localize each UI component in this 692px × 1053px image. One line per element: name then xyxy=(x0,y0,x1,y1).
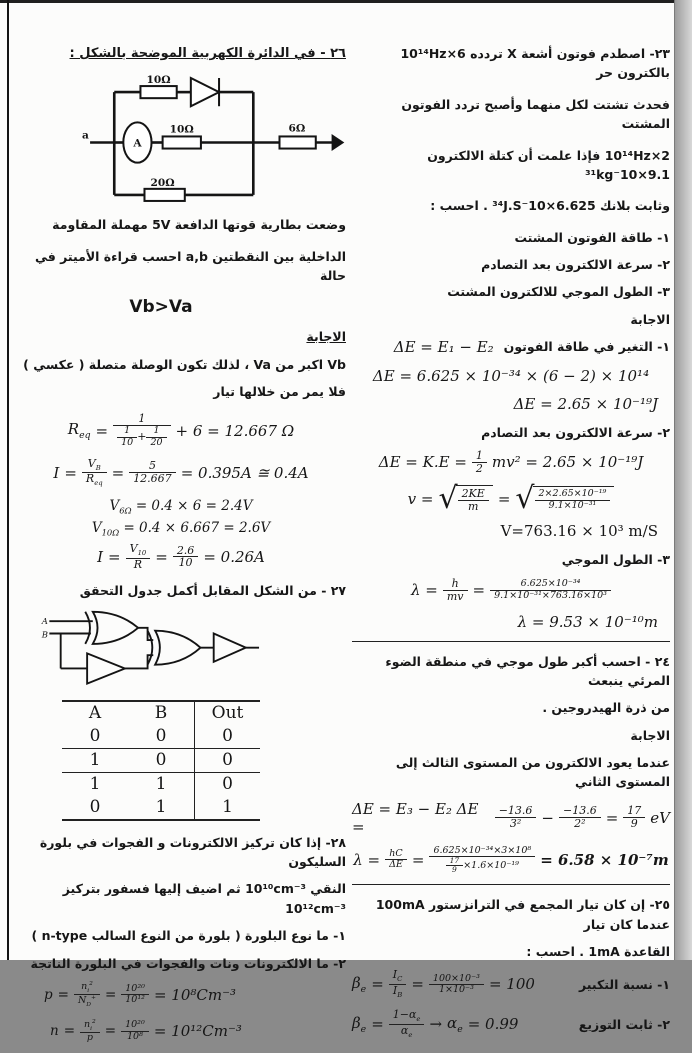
table-cell: 0 xyxy=(89,725,101,746)
terminal-b-arrow xyxy=(333,137,342,149)
fraction xyxy=(623,805,645,830)
q26-v10-equation xyxy=(16,520,346,538)
q23-item-1: ١- طاقة الفوتون المشتت xyxy=(514,229,670,245)
q26-line-2: الداخلية بين النقطتين a,b احسب قراءة الأميتر في حالة xyxy=(34,248,346,283)
denominator: 3² xyxy=(509,817,522,831)
q23-line-1: ٢٣- اصطدم فوتون أشعة X تردده 6×10¹⁴Hz بالكترون حر xyxy=(400,46,670,81)
numerator: 2.6 xyxy=(173,545,199,558)
math-run: 1−α xyxy=(392,1008,417,1022)
denominator xyxy=(429,857,535,874)
fraction xyxy=(74,981,100,1009)
q24-lambda-equation xyxy=(352,846,670,874)
buffer-gate-icon xyxy=(214,633,246,661)
fraction xyxy=(559,805,601,830)
table-cell: 1 xyxy=(155,796,167,817)
table-cell: 0 xyxy=(194,773,260,796)
resistor-label-top: 10Ω xyxy=(146,74,171,87)
diode-icon xyxy=(191,78,219,106)
page-top-edge xyxy=(0,0,692,3)
q25-gain-label: ١- نسبة التكبير xyxy=(579,976,670,992)
math-run: n xyxy=(50,1023,59,1040)
q23-energy-row xyxy=(352,337,670,356)
table-cell: 1 xyxy=(89,773,101,794)
q23-energy-label: ١- التغير في طاقة الفوتون xyxy=(503,339,670,355)
truth-table xyxy=(62,700,260,821)
fraction xyxy=(472,450,487,475)
numerator xyxy=(389,1009,425,1025)
subscript: i xyxy=(90,1025,93,1032)
table-cell: 1 xyxy=(89,749,101,770)
right-column xyxy=(352,44,670,1049)
q23-speed-label: ٢- سرعة الالكترون بعد التصادم xyxy=(481,424,670,440)
math-run: + xyxy=(137,430,147,444)
denominator xyxy=(82,473,107,488)
q25-alpha-label: ٢- ثابت التوزيع xyxy=(578,1016,670,1032)
denominator: 12.667 xyxy=(133,472,172,486)
numerator xyxy=(389,969,407,985)
q26-condition: Vb>Va xyxy=(129,297,193,318)
fraction xyxy=(385,849,407,871)
math-run: = xyxy=(371,975,384,994)
subscript: e xyxy=(360,983,367,995)
q23-equation-2 xyxy=(352,367,670,385)
denominator: 9 xyxy=(452,865,457,875)
q24-answer-label: الاجابة xyxy=(630,727,670,743)
numerator: 17 xyxy=(623,805,645,818)
variable: I xyxy=(392,968,398,982)
math-run: − xyxy=(541,808,554,827)
q26-current-equation xyxy=(16,458,346,488)
denominator: 10¹² xyxy=(125,994,145,1006)
denominator: 10 xyxy=(178,556,193,570)
table-cell: 0 xyxy=(155,725,167,746)
math-run: V=763.16 × 10³ m/S xyxy=(500,522,658,541)
math-run xyxy=(92,520,270,538)
numerator xyxy=(82,458,107,474)
q23-lambda-result xyxy=(352,613,670,631)
logic-gates-figure xyxy=(38,608,260,698)
denominator xyxy=(389,1025,425,1040)
numerator xyxy=(126,543,151,559)
denominator: 10 xyxy=(121,436,134,448)
math-run: = xyxy=(104,1023,117,1040)
denominator: 2 xyxy=(475,461,483,475)
variable: V xyxy=(91,519,102,536)
math-run: = xyxy=(605,808,619,827)
resistor-6ohm xyxy=(280,137,316,149)
math-run: v = xyxy=(407,489,434,508)
numerator: 10²⁰ xyxy=(121,1020,149,1031)
numerator: hC xyxy=(385,849,407,860)
math-run: = 0.4 × 6.667 = 2.6V xyxy=(123,519,271,536)
numerator: h xyxy=(443,578,468,591)
fraction xyxy=(126,543,151,570)
denominator: m xyxy=(467,499,479,513)
nested-fraction xyxy=(146,426,166,448)
math-run: = xyxy=(95,421,109,440)
math-run xyxy=(110,498,253,516)
math-run: = xyxy=(497,489,511,508)
square-root xyxy=(438,480,492,516)
section-divider xyxy=(352,641,670,642)
subscript: 10 xyxy=(137,549,147,558)
q26-heading: ٢٦ - في الدائرة الكهربية الموضحة بالشكل : xyxy=(69,46,346,61)
section-divider xyxy=(352,884,670,885)
q28-holes-equation xyxy=(16,981,346,1009)
q24-line-1: ٢٤ - احسب أكبر طول موجي في منطقة الضوء المرئي ينبعث xyxy=(385,653,670,688)
math-run xyxy=(447,1014,463,1035)
q24-energy-equation xyxy=(352,800,670,836)
fraction xyxy=(495,805,537,830)
circuit-figure xyxy=(82,76,344,209)
numerator: −13.6 xyxy=(495,805,537,818)
page-left-edge xyxy=(7,0,9,960)
math-run: mv² = 2.65 × 10⁻¹⁹J xyxy=(491,453,644,472)
xor-gate-icon xyxy=(155,631,200,665)
q23-line-3: 2×10¹⁴Hz فإذا علمت أن كتلة الالكترون 9.1×10⁻³¹kg xyxy=(427,147,670,182)
table-cell: 1 xyxy=(194,796,260,819)
variable: R xyxy=(67,420,80,439)
math-run: = xyxy=(411,850,425,869)
denominator xyxy=(389,985,407,1000)
math-run: I xyxy=(97,547,104,566)
math-run: ΔE = K.E = xyxy=(378,453,467,472)
subscript: e xyxy=(360,1023,367,1035)
resistor-label-bottom: 20Ω xyxy=(150,176,175,189)
variable: V xyxy=(129,542,138,556)
fraction xyxy=(490,579,611,601)
input-a-label: A xyxy=(41,617,48,628)
math-run: = xyxy=(57,986,69,1003)
beta-symbol: β xyxy=(352,1013,361,1032)
numerator xyxy=(74,981,100,995)
subscript: eq xyxy=(94,479,103,488)
variable: V xyxy=(87,456,96,470)
truth-table-header xyxy=(62,702,260,725)
math-run: = 0.4 × 6 = 2.4V xyxy=(135,497,253,514)
table-cell: 0 xyxy=(194,725,260,748)
fraction xyxy=(458,488,489,513)
q25-gain-row xyxy=(352,969,670,999)
fraction xyxy=(80,1019,100,1044)
fraction xyxy=(121,1020,149,1042)
math-run: = xyxy=(111,463,125,482)
page-right-edge xyxy=(674,0,692,960)
q23-lambda-equation xyxy=(352,578,670,603)
q23-item-3: ٣- الطول الموجي للالكترون المشتت xyxy=(447,284,670,300)
math-run: = 100 xyxy=(488,975,535,994)
subscript: e xyxy=(457,1023,463,1035)
superscript: 2 xyxy=(92,1018,96,1025)
numerator: 6.625×10⁻³⁴×3×10⁸ xyxy=(429,846,535,857)
numerator: 1 xyxy=(146,426,166,437)
denominator: mv xyxy=(446,589,464,603)
nested-fraction xyxy=(446,857,464,874)
subscript: e xyxy=(416,1015,421,1024)
denominator: ΔE xyxy=(389,859,403,871)
resistor-10ohm-top xyxy=(140,86,176,98)
math-run: I xyxy=(53,463,60,482)
q24-line-2: من ذرة الهيدروجين . xyxy=(542,700,670,716)
math-run: p xyxy=(44,986,53,1003)
math-run: = xyxy=(411,975,424,994)
q25-gain-equation xyxy=(352,969,535,999)
q26-req-equation xyxy=(16,413,346,447)
fraction xyxy=(429,974,484,996)
math-run xyxy=(352,1014,366,1035)
fraction xyxy=(535,489,611,511)
table-cell: 0 xyxy=(155,749,167,770)
variable: n xyxy=(84,1018,91,1030)
table-row xyxy=(62,796,260,819)
terminal-a-label: a xyxy=(82,129,89,142)
fraction xyxy=(129,460,176,485)
fraction xyxy=(173,545,199,570)
resistor-10ohm-mid xyxy=(163,137,201,149)
math-run: λ = 9.53 × 10⁻¹⁰m xyxy=(517,612,658,631)
q23-velocity-equation xyxy=(352,480,670,516)
beta-symbol: β xyxy=(352,973,361,992)
math-run: = xyxy=(104,986,117,1003)
column-header: A xyxy=(88,702,102,723)
q26-v6-equation xyxy=(16,498,346,516)
q23-answer-label: الاجابة xyxy=(630,311,670,327)
q23-line-2: فحدث تشتت لكل منهما وأصبح تردد الفوتون المشتت xyxy=(401,96,670,132)
table-cell: 0 xyxy=(194,749,260,772)
variable: R xyxy=(85,472,95,486)
numerator: 6.625×10⁻³⁴ xyxy=(490,579,611,590)
q25-alpha-row xyxy=(352,1009,670,1039)
xor-gate-back-arc xyxy=(85,612,90,644)
math-run: + 6 = 12.667 Ω xyxy=(175,421,295,440)
subscript: i xyxy=(87,988,90,995)
denominator: R xyxy=(133,557,143,571)
math-run: = 10¹²Cm⁻³ xyxy=(153,1022,242,1041)
math-run: ×1.6×10⁻¹⁹ xyxy=(463,860,519,872)
math-run: = xyxy=(64,463,77,482)
ammeter-label: A xyxy=(133,137,142,150)
fraction xyxy=(113,413,170,447)
q25-line-2: القاعدة 1mA . احسب : xyxy=(526,943,670,959)
math-run: = 0.99 xyxy=(467,1015,519,1034)
numerator: 1 xyxy=(472,450,487,463)
arrow-icon: → xyxy=(429,1015,443,1034)
fraction xyxy=(389,969,407,999)
column-header: B xyxy=(154,702,168,723)
left-column xyxy=(16,44,346,1053)
table-row xyxy=(62,725,260,749)
q25-line-1: ٢٥- إن كان تيار المجمع في الترانزستور 100mA عندما كان تيار xyxy=(375,897,670,932)
denominator: 1×10⁻³ xyxy=(438,983,474,995)
math-run: = 0.395A ≅ 0.4A xyxy=(180,463,309,482)
xor-gate-icon xyxy=(93,612,138,644)
q28-electrons-equation xyxy=(16,1019,346,1044)
subscript: eq xyxy=(79,430,91,442)
superscript: 2 xyxy=(89,980,93,987)
math-run: eV xyxy=(650,808,670,827)
q26-answer-label: الاجابة xyxy=(306,329,346,345)
radical-icon: √ xyxy=(515,480,535,516)
math-run: λ = xyxy=(411,581,438,600)
q23-ke-equation xyxy=(352,450,670,475)
math-run: = 6.58 × 10⁻⁷m xyxy=(540,850,669,869)
square-root xyxy=(515,480,614,516)
q28-line-1: ٢٨- إذا كان تركيز الالكترونات و الفجوات في بلورة السليكون xyxy=(39,834,346,870)
input-b-label: B xyxy=(41,630,49,641)
table-row xyxy=(62,749,260,773)
numerator: 100×10⁻³ xyxy=(429,974,484,985)
subscript: B xyxy=(95,463,101,472)
math-run: = xyxy=(63,1023,76,1040)
math-run: λ = xyxy=(353,850,381,869)
q23-wavelength-label: ٣- الطول الموجي xyxy=(561,552,670,568)
math-run: = 10⁸Cm⁻³ xyxy=(153,985,237,1004)
subscript: D xyxy=(86,1002,91,1009)
math-run xyxy=(68,420,91,441)
fraction xyxy=(443,578,468,603)
q23-item-2: ٢- سرعة الالكترون بعد التصادم xyxy=(481,257,670,272)
numerator: 17 xyxy=(446,857,464,866)
numerator: 5 xyxy=(129,460,176,473)
subscript: 6Ω xyxy=(119,505,132,516)
numerator xyxy=(80,1019,100,1033)
q25-alpha-equation xyxy=(352,1009,518,1039)
resistor-label-series: 6Ω xyxy=(288,122,306,135)
table-row xyxy=(62,773,260,796)
q28-line-2: النقي 10¹⁰cm⁻³ ثم اضيف إليها فسفور بتركيز 10¹²cm⁻³ xyxy=(62,881,346,916)
denominator: 2² xyxy=(574,817,586,831)
fraction xyxy=(429,846,535,874)
fraction xyxy=(82,458,107,488)
variable: I xyxy=(392,983,398,997)
variable: N xyxy=(77,995,87,1007)
q28-item-2: ٢- ما الالكترونات ونات والفجوات في البلورة الناتجة xyxy=(30,955,346,971)
subscript: 10Ω xyxy=(101,527,120,538)
q26-answer-line-1: Vb اكبر من Va ، لذلك تكون الوصلة متصلة ( عكسي ) xyxy=(23,356,346,372)
resistor-20ohm xyxy=(144,189,184,201)
subscript: e xyxy=(408,1031,413,1040)
q28-item-1: ١- ما نوع البلورة ( بلورة من النوع السالب n-type ) xyxy=(31,928,346,944)
resistor-label-mid: 10Ω xyxy=(169,123,194,136)
buffer-gate-icon xyxy=(87,653,125,683)
q27-heading: ٢٧ - من الشكل المقابل أكمل جدول التحقق xyxy=(79,582,346,598)
math-run: ΔE = E₃ − E₂ ΔE = xyxy=(352,799,479,836)
denominator xyxy=(74,995,100,1008)
math-run: = xyxy=(155,547,168,566)
q26-answer-line-2: فلا يمر من خلالها تيار xyxy=(213,384,346,400)
table-cell: 0 xyxy=(89,796,101,817)
math-run: = xyxy=(108,547,121,566)
nested-fraction xyxy=(117,426,137,448)
math-run: = xyxy=(371,1015,384,1034)
variable: n xyxy=(81,981,88,993)
equation-delta-e: ΔE = E₁ − E₂ xyxy=(393,337,494,356)
numerator: −13.6 xyxy=(559,805,601,818)
numerator: 1 xyxy=(113,413,170,426)
q23-velocity-result xyxy=(352,522,670,540)
denominator: 20 xyxy=(150,436,163,448)
alpha-symbol: α xyxy=(447,1013,458,1032)
numerator: 10²⁰ xyxy=(121,984,149,995)
q24-line-3: عندما يعود الالكترون من المستوى الثالث إلى المستوى الثاني xyxy=(395,755,670,790)
denominator xyxy=(113,426,170,448)
fraction xyxy=(121,984,149,1006)
q23-equation-3 xyxy=(352,395,670,413)
math-run xyxy=(352,974,366,995)
math-run: ΔE = 6.625 × 10⁻³⁴ × (6 − 2) × 10¹⁴ xyxy=(372,366,650,385)
q26-ammeter-current-equation xyxy=(16,543,346,570)
denominator: p xyxy=(86,1032,93,1044)
denominator: 9 xyxy=(630,817,638,831)
subscript: C xyxy=(397,975,403,984)
numerator: 2KE xyxy=(458,488,489,501)
math-run: α xyxy=(400,1023,409,1037)
math-run: = 0.26A xyxy=(203,547,265,566)
numerator: 1 xyxy=(117,426,137,437)
variable: V xyxy=(109,497,120,514)
superscript: + xyxy=(91,995,96,1002)
q26-line-1: وضعت بطارية قوتها الدافعة 5V مهملة المقاومة xyxy=(52,217,346,233)
denominator: 10⁸ xyxy=(127,1030,143,1042)
fraction xyxy=(389,1009,425,1039)
subscript: B xyxy=(397,991,403,1000)
table-cell: 1 xyxy=(155,773,167,794)
numerator: 2×2.65×10⁻¹⁹ xyxy=(535,489,611,500)
denominator: 9.1×10⁻³¹ xyxy=(548,499,597,511)
column-header: Out xyxy=(194,702,260,725)
q23-line-4: وثابت بلانك 6.625×10⁻³⁴J.S . احسب : xyxy=(430,198,670,214)
denominator: 9.1×10⁻³¹×763.16×10³ xyxy=(494,589,607,601)
math-run: ΔE = 2.65 × 10⁻¹⁹J xyxy=(513,394,658,413)
math-run: = xyxy=(472,581,486,600)
radical-icon: √ xyxy=(438,480,458,516)
